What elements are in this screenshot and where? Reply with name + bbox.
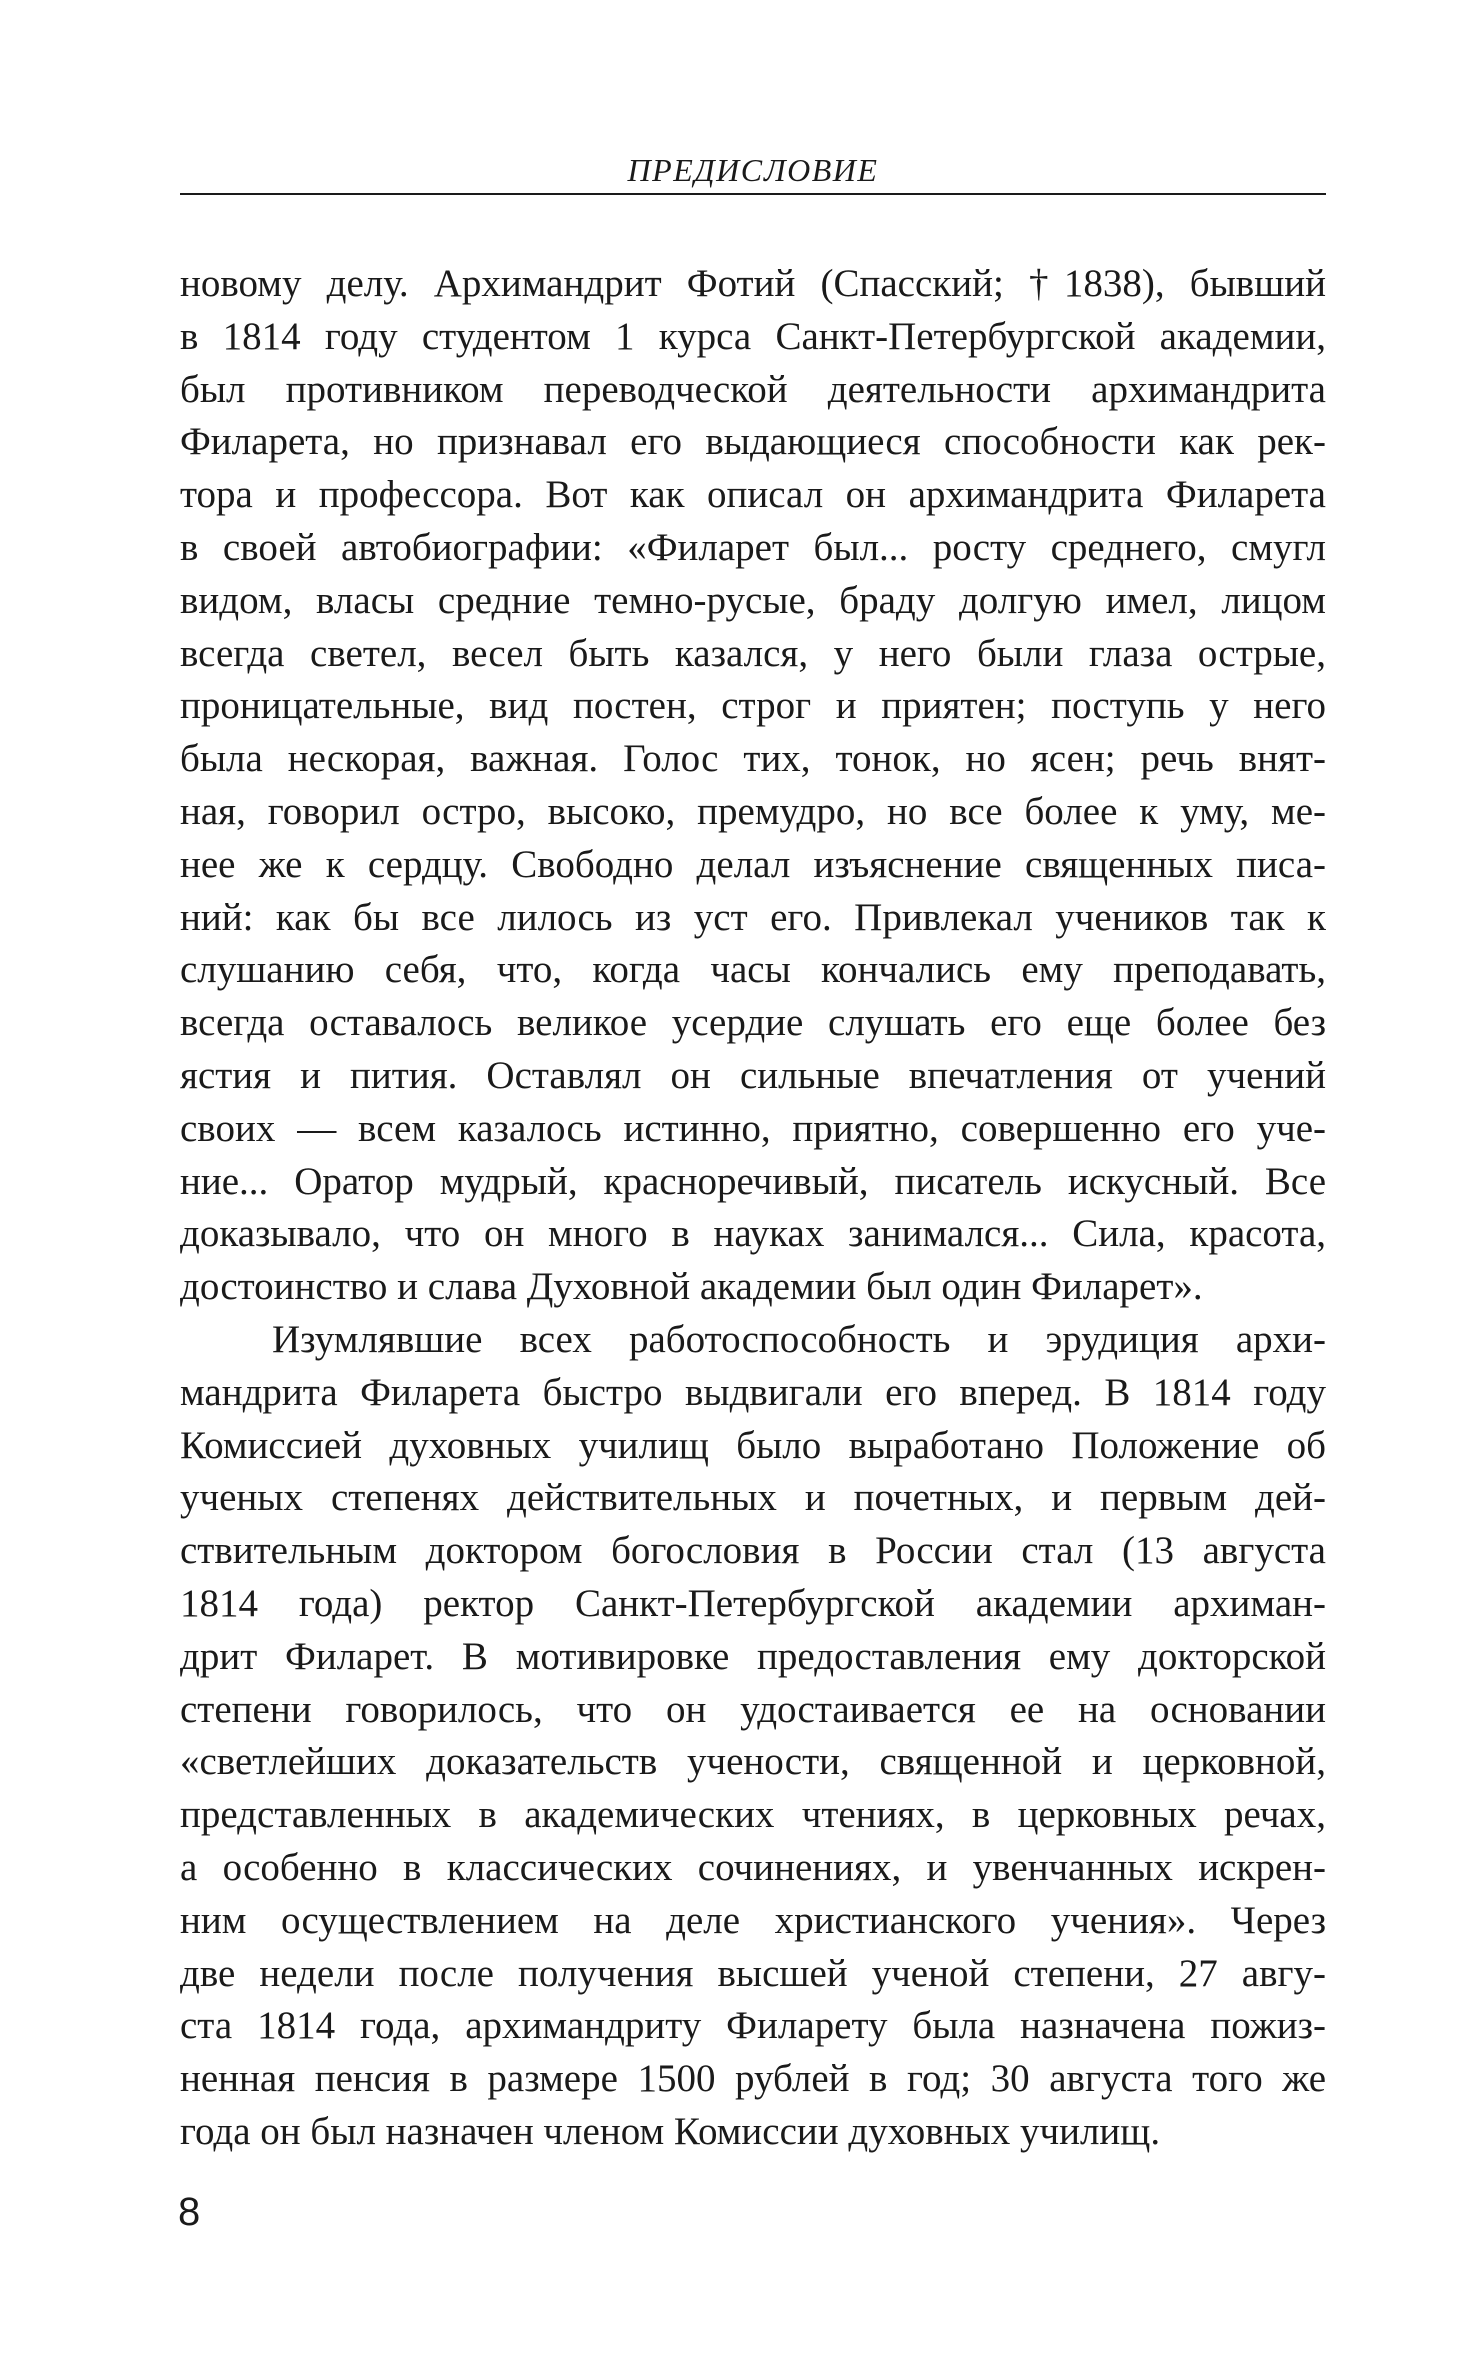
text-line: ним осуществлением на деле христианского учения». Через	[180, 1898, 1326, 1942]
text-line: новому делу. Архимандрит Фотий (Спасский; †1838), бывший	[180, 262, 1326, 305]
text-line: Изумлявшие всех работоспособность и эрудиция архи-	[272, 1317, 1326, 1361]
text-line: а особенно в классических сочинениях, и увенчанных искрен-	[180, 1845, 1326, 1889]
text-line: ястия и пития. Оставлял он сильные впечатления от учений	[180, 1053, 1326, 1097]
text-line: всегда светел, весел быть казался, у него были глаза острые,	[180, 631, 1326, 675]
text-line: достоинство и слава Духовной академии был один Филарет».	[180, 1265, 1203, 1309]
text-line: Филарета, но признавал его выдающиеся способности как рек-	[180, 420, 1326, 464]
text-line: ученых степенях действительных и почетных, и первым дей-	[180, 1476, 1326, 1520]
paragraph	[180, 1314, 1326, 2159]
text-line: представленных в академических чтениях, в церковных речах,	[180, 1793, 1326, 1837]
text-line: «светлейших доказательств учености, священной и церковной,	[180, 1740, 1326, 1784]
text-line: года он был назначен членом Комиссии духовных училищ.	[180, 2109, 1161, 2153]
text-line: ние... Оратор мудрый, красноречивый, писатель искусный. Все	[180, 1159, 1326, 1203]
text-line: ста 1814 года, архимандриту Филарету была назначена пожиз-	[180, 2004, 1326, 2048]
text-line: степени говорилось, что он удостаивается ее на основании	[180, 1687, 1326, 1731]
text-line: 1814 года) ректор Санкт-Петербургской академии архиман-	[180, 1581, 1326, 1625]
text-line: Комиссией духовных училищ было выработано Положение об	[180, 1423, 1326, 1467]
text-line: нее же к сердцу. Свободно делал изъяснение священных писа-	[180, 842, 1326, 886]
text-line: слушанию себя, что, когда часы кончались ему преподавать,	[180, 948, 1326, 992]
text-line: своих — всем казалось истинно, приятно, совершенно его уче-	[180, 1106, 1326, 1150]
text-line: ненная пенсия в размере 1500 рублей в год; 30 августа того же	[180, 2057, 1326, 2101]
text-line: ствительным доктором богословия в России стал (13 августа	[180, 1529, 1326, 1573]
text-line: в своей автобиографии: «Филарет был... росту среднего, смугл	[180, 525, 1326, 569]
text-line: всегда оставалось великое усердие слушать его еще более без	[180, 1001, 1326, 1045]
text-line: видом, власы средние темно-русые, браду долгую имел, лицом	[180, 578, 1326, 622]
text-line: доказывало, что он много в науках занимался... Сила, красота,	[180, 1212, 1326, 1256]
text-line: была нескорая, важная. Голос тих, тонок, но ясен; речь внят-	[180, 737, 1326, 781]
text-line: две недели после получения высшей ученой степени, 27 авгу-	[180, 1951, 1326, 1995]
body-text	[180, 258, 1326, 2159]
running-head: ПРЕДИСЛОВИЕ	[627, 152, 879, 188]
text-line: ний: как бы все лилось из уст его. Привлекал учеников так к	[180, 895, 1326, 939]
text-line: в 1814 году студентом 1 курса Санкт-Петербургской академии,	[180, 314, 1326, 358]
text-line: мандрита Филарета быстро выдвигали его вперед. В 1814 году	[180, 1370, 1326, 1414]
paragraph	[180, 258, 1326, 1314]
page-number: 8	[178, 2190, 201, 2234]
text-line: проницательные, вид постен, строг и приятен; поступь у него	[180, 684, 1326, 728]
text-line: дрит Филарет. В мотивировке предоставления ему докторской	[180, 1634, 1326, 1678]
header-rule	[180, 193, 1326, 195]
text-line: тора и профессора. Вот как описал он архимандрита Филарета	[180, 473, 1326, 517]
text-line: ная, говорил остро, высоко, премудро, но все более к уму, ме-	[180, 789, 1326, 833]
text-line: был противником переводческой деятельности архимандрита	[180, 367, 1326, 411]
